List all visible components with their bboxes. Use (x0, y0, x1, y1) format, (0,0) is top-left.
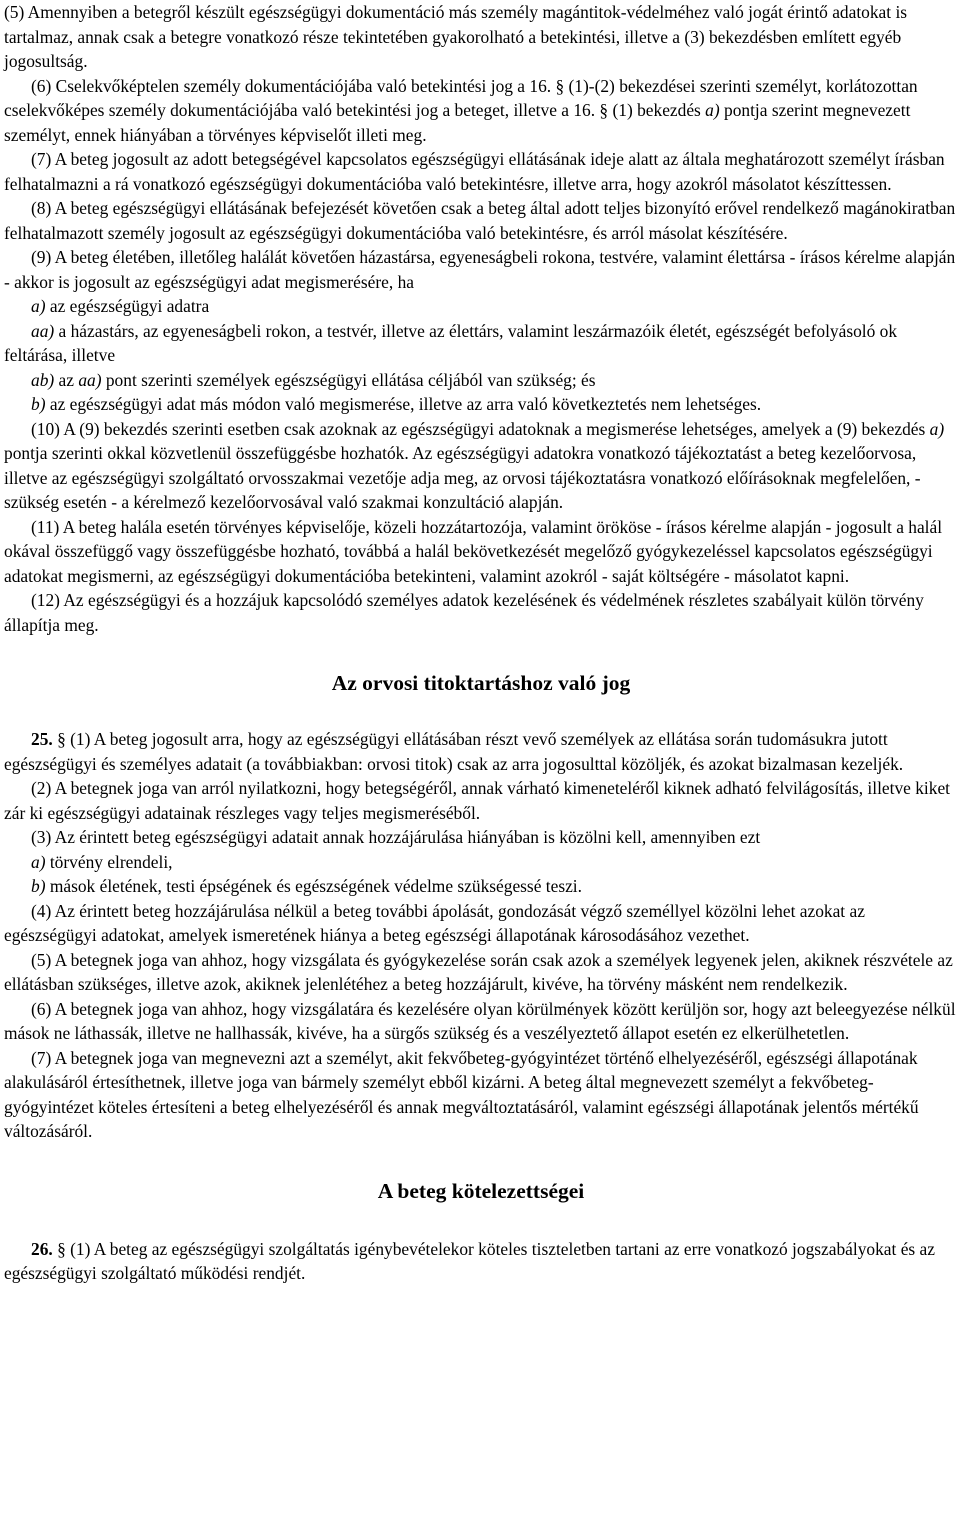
paragraph-text: § (1) A beteg jogosult arra, hogy az egészségügyi ellátásában részt vevő személyek az ellátása során tudomásukra jutott egészségügyi és személyes adatait (a továbbiakban: orvosi titok) csak az arra jogosulttal közöljék, és azokat bizalmasan kezeljék. (4, 729, 904, 774)
section-25-paragraph-7: (7) A betegnek joga van megnevezni azt a személyt, akit fekvőbeteg-gyógyintézet történő elhelyezéséről, egészségi állapotának alakulásáról értesíthetnek, illetve joga van bármely személyt ebből kizárni. A beteg által megnevezett személyt a fekvőbeteg-gyógyintézet köteles értesíteni a beteg elhelyezéséről és annak megváltoztatásáról, valamint egészségi állapotának jelentős mértékű változásáról. (4, 1047, 919, 1141)
paragraph-10 (4, 417, 958, 515)
paragraph-6-text: (6) Cselekvőképtelen személy dokumentációjába való betekintési jog a 16. § (1)-(2) bekezdései szerinti személyt, korlátozottan cselekvőképes személy dokumentációjába való betekintési jog a beteget, illetve a 16. § (1) bekezdés (4, 75, 918, 120)
section-25-paragraph-4: (4) Az érintett beteg hozzájárulása nélkül a beteg további ápolását, gondozását végző személlyel közölni lehet azokat az egészségügyi adatokat, amelyek ismeretének hiánya a beteg egészségi állapotának károsodásához vezethet. (4, 900, 865, 945)
paragraph-6 (4, 74, 958, 148)
point-a-ref: a) (705, 100, 720, 120)
paragraph-12: (12) Az egészségügyi és a hozzájuk kapcsolódó személyes adatok kezelésének és védelmének részletes szabályait külön törvény állapítja meg. (4, 590, 924, 635)
section-25-paragraph-2: (2) A betegnek joga van arról nyilatkozni, hogy betegségéről, annak várható kimeneteléről kiknek adható felvilágosítás, illetve kiket zár ki egészségügyi adatainak részleges vagy teljes megismeréséből. (4, 778, 950, 823)
section-26-paragraph-1 (4, 1237, 958, 1286)
section-25-paragraph-3: (3) Az érintett beteg egészségügyi adatait annak hozzájárulása hiányában is közölni kell, amennyiben ezt (31, 827, 761, 847)
paragraph-7: (7) A beteg jogosult az adott betegségével kapcsolatos egészségügyi ellátásának ideje alatt az általa meghatározott személyt írásban felhatalmazni a rá vonatkozó egészségügyi dokumentációba való betekintésre, illetve arra, hogy azokról másolatot készíttessen. (4, 149, 945, 194)
section-heading-obligations: A beteg kötelezettségei (377, 1178, 585, 1203)
point-3-a (4, 850, 958, 875)
point-label: ab) (31, 369, 55, 390)
paragraph-11: (11) A beteg halála esetén törvényes képviselője, közeli hozzátartozója, valamint örököse - írásos kérelme alapján - jogosult a halál okával összefüggő vagy összefüggésbe hozható, továbbá a halál bekövetkezését megelőző gyógykezeléssel kapcsolatos egészségügyi adatokat megismerni, az egészségügyi dokumentációba betekinteni, valamint azokról - saját költségére - másolatot kapni. (4, 516, 943, 586)
section-number: 25. (31, 729, 53, 749)
section-number: 26. (31, 1238, 53, 1259)
point-label: a) (31, 851, 46, 872)
paragraph-8: (8) A beteg egészségügyi ellátásának befejezését követően csak a beteg által adott teljes bizonyító erővel rendelkező magánokiratban felhatalmazott személy jogosult az egészségügyi dokumentációba való betekintésre, és arról másolat készítésére. (4, 198, 956, 243)
point-text-mid: az (54, 369, 79, 390)
point-text: az egészségügyi adatra (45, 296, 210, 316)
point-label: aa) (31, 320, 55, 341)
paragraph-5: (5) Amennyiben a betegről készült egészségügyi dokumentáció más személy magántitok-védelméhez való jogát érintő adatokat is tartalmaz, annak csak a betegre vonatkozó része tekintetében gyakorolható a betekintési, illetve a (3) bekezdésben említett egyéb jogosultság. (4, 2, 908, 71)
point-text: a házastárs, az egyeneságbeli rokon, a testvér, illetve az élettárs, valamint leszármazóik életét, egészségét befolyásoló ok feltárása, illetve (4, 320, 898, 365)
paragraph-text: § (1) A beteg az egészségügyi szolgáltatás igénybevételekor köteles tiszteletben tartani az erre vonatkozó jogszabályokat és az egészségügyi szolgáltató működési rendjét. (4, 1238, 935, 1283)
point-text: az egészségügyi adat más módon való megismerése, illetve az arra való következtetés nem lehetséges. (45, 394, 762, 414)
point-label: a) (31, 296, 46, 316)
point-ref: aa) (78, 369, 102, 390)
paragraph-9: (9) A beteg életében, illetőleg halálát követően házastársa, egyeneságbeli rokona, testvére, valamint élettársa - írásos kérelme alapján - akkor is jogosult az egészségügyi adat megismerésére, ha (4, 247, 956, 292)
point-text: törvény elrendeli, (45, 851, 173, 872)
point-text: mások életének, testi épségének és egészségének védelme szükségessé teszi. (45, 876, 582, 896)
point-9-ab (4, 368, 958, 393)
paragraph-10-text: (10) A (9) bekezdés szerinti esetben csak azoknak az egészségügyi adatoknak a megismerése lehetséges, amelyek a (9) bekezdés (31, 418, 930, 439)
paragraph-6-tail: pontja szerint megnevezett személyt, ennek hiányában a törvényes képviselőt illeti meg. (4, 100, 911, 145)
point-3-b (4, 874, 958, 899)
section-25-paragraph-1 (4, 727, 958, 776)
section-25-paragraph-6: (6) A betegnek joga van ahhoz, hogy vizsgálatára és kezelésére olyan körülmények között kerüljön sor, hogy azt beleegyezése nélkül mások ne láthassák, illetve ne hallhassák, kivéve, ha a sürgős szükség és a veszélyeztető állapot esetén ez elkerülhetetlen. (4, 998, 956, 1043)
point-9-aa (4, 319, 958, 368)
point-9-a (4, 294, 958, 319)
point-9-b (4, 392, 958, 417)
point-label: b) (31, 876, 46, 896)
paragraph-10-tail: pontja szerinti okkal közvetlenül összefüggésbe hozhatók. Az egészségügyi adatokra vonatkozó tájékoztatást a beteg kezelőorvosa, illetve az egészségügyi szolgáltató orvosszakmai vezetője adja meg, az orvosi tájékoztatásra vonatkozó előírásoknak megfelelően, - szükség esetén - a kérelmező kezelőorvosával való szakmai konzultáció alapján. (4, 443, 921, 512)
point-label: b) (31, 394, 46, 414)
point-a-ref: a) (929, 418, 945, 439)
section-heading-confidentiality: Az orvosi titoktartáshoz való jog (331, 671, 631, 695)
section-25-paragraph-5: (5) A betegnek joga van ahhoz, hogy vizsgálata és gyógykezelése során csak azok a személyek legyenek jelen, akiknek részvétele az ellátásban szükséges, illetve azok, akiknek jelenlétéhez a beteg hozzájárult, kivéve, ha törvény másként nem rendelkezik. (4, 949, 953, 994)
point-text: pont szerinti személyek egészségügyi ellátása céljából van szükség; és (101, 369, 596, 390)
